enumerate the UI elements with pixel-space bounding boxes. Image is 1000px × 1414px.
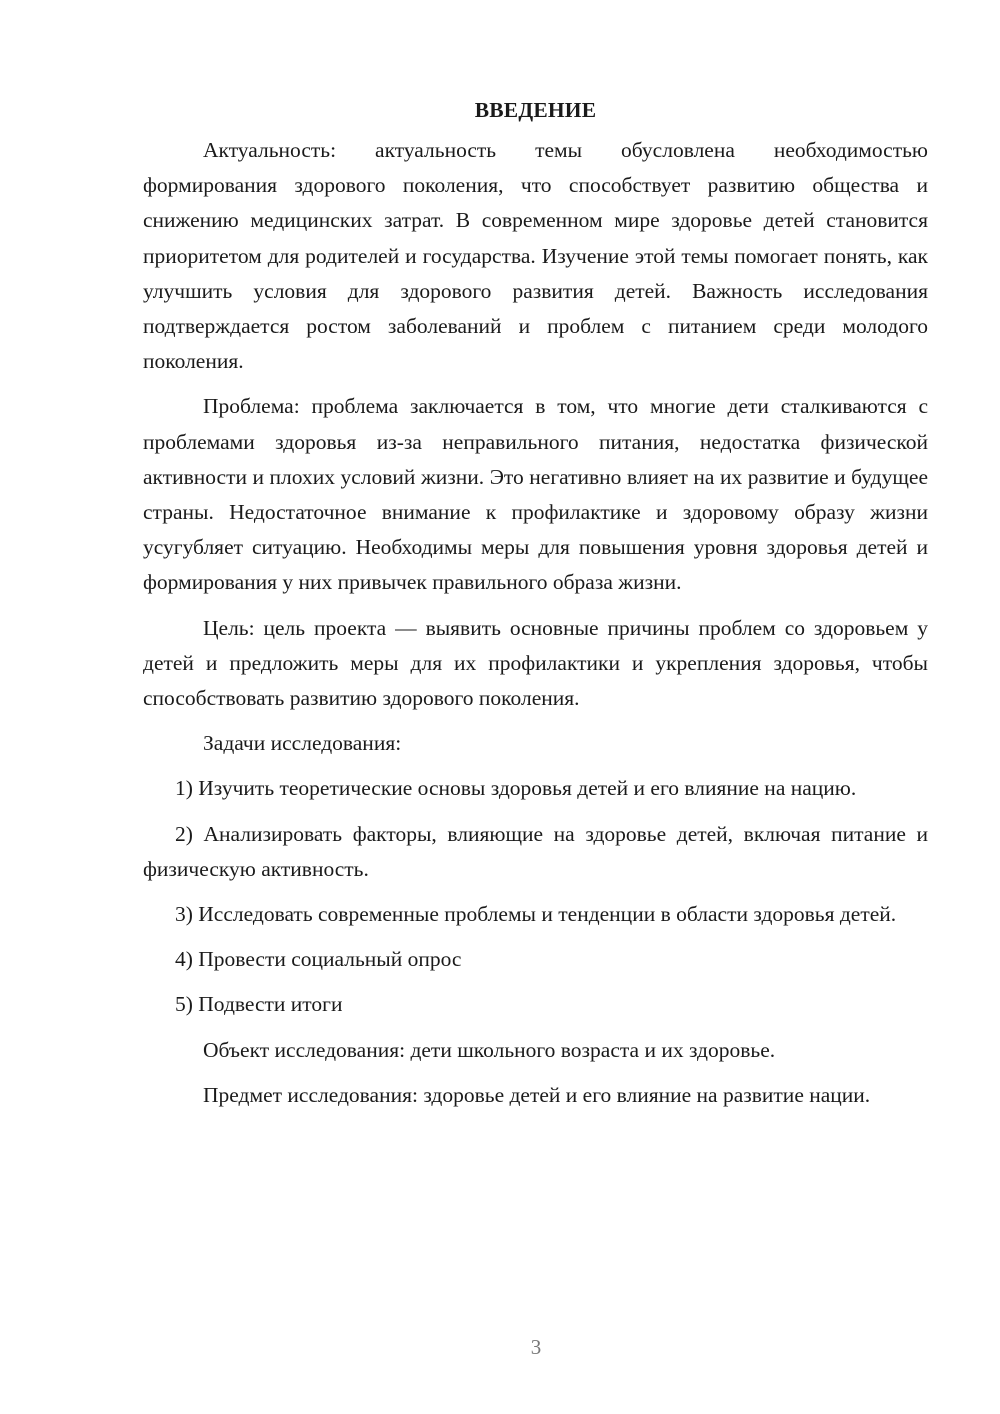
research-subject-paragraph: Предмет исследования: здоровье детей и его влияние на развитие нации.: [203, 1082, 871, 1107]
page-number: 3: [530, 1335, 542, 1359]
task-item-5: 5) Подвести итоги: [175, 992, 343, 1017]
page-title: ВВЕДЕНИЕ: [474, 98, 597, 122]
tasks-heading: Задачи исследования:: [203, 731, 402, 756]
task-item-1: 1) Изучить теоретические основы здоровья детей и его влияние на нацию.: [175, 776, 857, 801]
research-object-paragraph: Объект исследования: дети школьного возраста и их здоровье.: [203, 1037, 776, 1062]
task-item-4: 4) Провести социальный опрос: [175, 947, 462, 972]
relevance-paragraph: Актуальность: актуальность темы обусловлена необходимостью формирования здорового поколения, что способствует развитию общества и снижению медицинских затрат. В современном мире здоровье детей становится приоритетом для родителей и государства. Изучение этой темы помогает понять, как улучшить условия для здорового развития детей. Важность исследования подтверждается ростом заболеваний и проблем с питанием среди молодого поколения.: [143, 138, 928, 374]
task-item-2: 2) Анализировать факторы, влияющие на здоровье детей, включая питание и физическую активность.: [143, 821, 928, 881]
task-item-3: 3) Исследовать современные проблемы и тенденции в области здоровья детей.: [175, 902, 897, 927]
document-page: [143, 88, 928, 1123]
problem-paragraph: Проблема: проблема заключается в том, что многие дети сталкиваются с проблемами здоровья из-за неправильного питания, недостатка физической активности и плохих условий жизни. Это негативно влияет на их развитие и будущее страны. Недостаточное внимание к профилактике и здоровому образу жизни усугубляет ситуацию. Необходимы меры для повышения уровня здоровья детей и формирования у них привычек правильного образа жизни.: [143, 394, 928, 595]
goal-paragraph: Цель: цель проекта — выявить основные причины проблем со здоровьем у детей и предложить меры для их профилактики и укрепления здоровья, чтобы способствовать развитию здорового поколения.: [143, 615, 928, 711]
